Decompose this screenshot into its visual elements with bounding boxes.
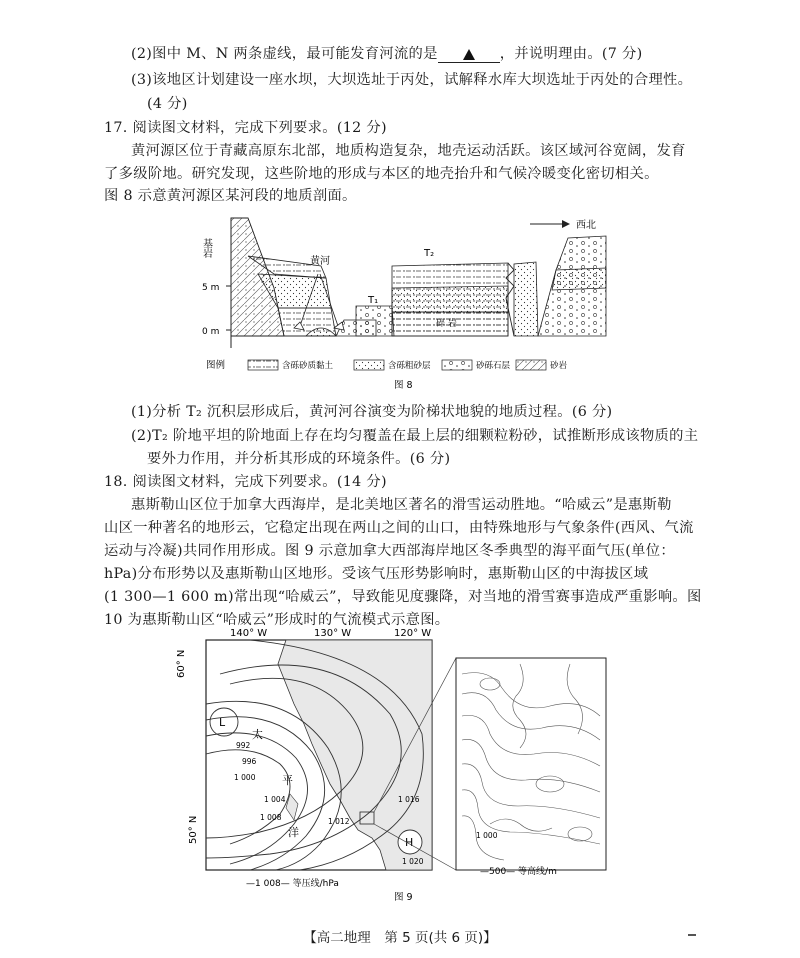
contour-label-1000: 1 000 — [476, 831, 498, 840]
q16-2-line — [131, 44, 643, 64]
high-pressure-label: H — [405, 836, 414, 849]
page-footer: 【高二地理 第 5 页(共 6 页)】 — [303, 930, 497, 946]
q16-3-line: (3)该地区计划建设一座水坝，大坝选址于丙处，试解释水库大坝选址于丙处的合理性。 — [131, 72, 693, 88]
q18-paragraph-line1: 惠斯勒山区位于加拿大西海岸，是北美地区著名的滑雪运动胜地。“哈威云”是惠斯勒 — [131, 497, 672, 513]
q18-paragraph-line3: 运动与冷凝)共同作用形成。图 9 示意加拿大西部海岸地区冬季典型的海平面气压(单位： — [104, 543, 675, 559]
legend-title: 图例 — [206, 360, 226, 371]
q17-paragraph-line2: 了多级阶地。研究发现，这些阶地的形成与本区的地壳抬升和气候冷暖变化密切相关。 — [104, 166, 659, 182]
q18-paragraph-line2: 山区一种著名的地形云，它稳定出现在两山之间的山口，由特殊地形与气象条件(西风、气流 — [104, 520, 694, 536]
q17-paragraph-line3: 图 8 示意黄河源区某河段的地质剖面。 — [104, 188, 357, 204]
isobar-996: 996 — [242, 757, 257, 766]
q16-2-score: ，并说明理由。(7 分) — [499, 46, 643, 62]
q18-paragraph-line6: 10 为惠斯勒山区“哈威云”形成时的气流模式示意图。 — [104, 612, 450, 628]
q18-heading: 18. 阅读图文材料，完成下列要求。(14 分) — [104, 474, 387, 490]
q17-paragraph-line1: 黄河源区位于青藏高原东北部，地质构造复杂，地壳运动活跃。该区域河谷宽阔，发育 — [131, 143, 686, 159]
lat-60n: 60° N — [176, 649, 187, 678]
legend-clay: 含砾砂质黏土 — [282, 361, 334, 371]
t2-label: T₂ — [424, 248, 435, 259]
axis-label-5m: 5 m — [202, 283, 220, 293]
isobar-1012: 1 012 — [328, 817, 350, 826]
lon-140w: 140° W — [230, 628, 268, 639]
q17-heading: 17. 阅读图文材料，完成下列要求。(12 分) — [104, 120, 387, 136]
ocean-label-2: 平 — [282, 774, 293, 787]
q16-2-text: (2)图中 M、N 两条虚线，最可能发育河流的是 — [131, 46, 438, 62]
scan-mark — [688, 934, 696, 936]
legend-sandstone: 砂岩 — [550, 361, 568, 371]
legend-gravel: 砂砾石层 — [476, 361, 511, 371]
ocean-label-1: 太 — [252, 728, 263, 741]
figure-8-profile — [196, 208, 616, 394]
lon-120w: 120° W — [394, 628, 432, 639]
answer-blank[interactable] — [438, 46, 500, 63]
legend-isobar: —1 008— 等压线/hPa — [246, 879, 339, 889]
lon-130w: 130° W — [314, 628, 352, 639]
isobar-1020: 1 020 — [402, 857, 424, 866]
isobar-1000: 1 000 — [234, 773, 256, 782]
q17-1-question: (1)分析 T₂ 沉积层形成后，黄河河谷演变为阶梯状地貌的地质过程。(6 分) — [131, 404, 613, 420]
rock-label: 碎 岩 — [436, 319, 457, 329]
legend-contour: —500— 等高线/m — [480, 867, 557, 877]
legend-coarse-sand: 含砾粗砂层 — [388, 361, 431, 371]
isobar-1016: 1 016 — [398, 795, 420, 804]
q17-2-question-line2: 要外力作用，并分析其形成的环境条件。(6 分) — [147, 451, 451, 467]
ocean-label-3: 洋 — [288, 826, 299, 839]
figure-8-caption: 图 8 — [394, 380, 413, 391]
low-pressure-label: L — [219, 716, 226, 729]
bedrock-label: 基岩 — [200, 238, 212, 258]
q18-paragraph-line5: (1 300—1 600 m)常出现“哈威云”，导致能见度骤降，对当地的滑雪赛事造成严重影响。图 — [104, 589, 702, 605]
triangle-icon — [463, 49, 475, 60]
axis-label-0m: 0 m — [202, 327, 220, 337]
river-label: 黄河 — [310, 256, 330, 267]
isobar-1008: 1 008 — [260, 813, 282, 822]
figure-9-caption: 图 9 — [394, 892, 413, 903]
figure-9-map — [176, 624, 616, 903]
isobar-992: 992 — [236, 741, 251, 750]
t1-label: T₁ — [368, 295, 379, 306]
q18-paragraph-line4: hPa)分布形势以及惠斯勒山区地形。受该气压形势影响时，惠斯勒山区的中海拔区域 — [104, 566, 649, 582]
q16-3-score: (4 分) — [147, 96, 188, 112]
lat-50n: 50° N — [188, 815, 199, 844]
q17-2-question-line1: (2)T₂ 阶地平坦的阶地面上存在均匀覆盖在最上层的细颗粒粉砂，试推断形成该物质的主 — [131, 428, 699, 444]
isobar-1004: 1 004 — [264, 795, 286, 804]
direction-label: 西北 — [576, 220, 596, 231]
